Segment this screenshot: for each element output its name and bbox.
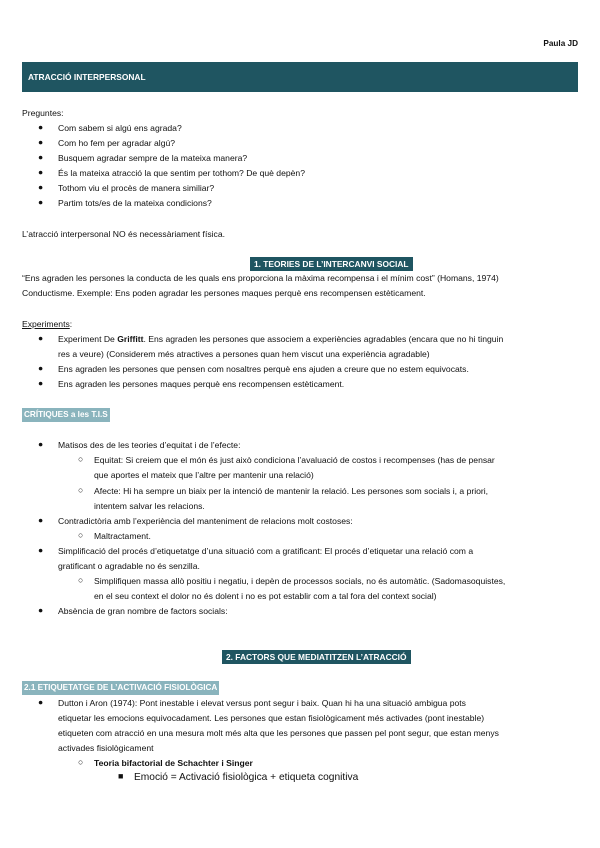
preguntes-label: Preguntes: (22, 108, 64, 118)
bullet-icon: ● (38, 605, 44, 615)
bullet-icon: ● (38, 167, 44, 177)
question-item: Com sabem si algú ens agrada? (58, 123, 182, 133)
experiment-line1: . Ens agraden les persones que associem a experiències agradables (encara que no hi tinguin (143, 334, 504, 344)
question-item: És la mateixa atracció la que sentim per tothom? De què depèn? (58, 168, 305, 178)
bullet-icon: ● (38, 697, 44, 707)
conductisme-line: Conductisme. Exemple: Ens poden agradar les persones maques perquè ens recompensen estèticament. (22, 288, 426, 298)
critique-item: Simplificació del procés d’etiquetatge d’una situació com a gratificant: El procés d’etiquetar una relació com a (58, 546, 474, 556)
homans-quote: “Ens agraden les persones la conducta de les quals ens proporciona la màxima recompensa i el mínim cost” (Homans, 1974) (22, 273, 499, 283)
bullet-icon: ● (38, 333, 44, 343)
bullet-icon: ● (38, 137, 44, 147)
question-item: Partim tots/es de la mateixa condicions? (58, 198, 212, 208)
critiques-heading: CRÍTIQUES a les T.I.S (22, 408, 110, 422)
critique-subitem: Afecte: Hi ha sempre un biaix per la intenció de mantenir la relació. Les persones som socials i, a priori, (94, 486, 489, 496)
document-title: ATRACCIÓ INTERPERSONAL (28, 72, 146, 82)
experiment-item: Ens agraden les persones maques perquè ens recompensen estèticament. (58, 379, 345, 389)
critique-item: Matisos des de les teories d’equitat i de l’efecte: (58, 440, 241, 450)
bullet-icon: ● (38, 378, 44, 388)
critique-item: Absència de gran nombre de factors socials: (58, 606, 228, 616)
square-bullet-icon: ■ (118, 771, 124, 781)
bullet-icon: ● (38, 545, 44, 555)
circle-bullet-icon: ○ (78, 454, 84, 464)
section2-heading: 2. FACTORS QUE MEDIATITZEN L’ATRACCIÓ (222, 650, 411, 664)
section1-heading: 1. TEORIES DE L’INTERCANVI SOCIAL (250, 257, 413, 271)
circle-bullet-icon: ○ (78, 485, 84, 495)
experiments-label: Experiments (22, 319, 70, 329)
bullet-icon: ● (38, 122, 44, 132)
critique-subitem-cont: que aportes el mateix que l’altre per mantenir una relació) (94, 470, 314, 480)
circle-bullet-icon: ○ (78, 575, 84, 585)
bullet-icon: ● (38, 182, 44, 192)
dutton-line: etiqueten com atracció en una mesura molt més alta que les persones que passen pel pont segur, que estan menys (58, 728, 499, 738)
bullet-icon: ● (38, 515, 44, 525)
critique-subitem: Maltractament. (94, 531, 151, 541)
critique-subitem-cont: intentem salvar les relacions. (94, 501, 205, 511)
experiments-colon: : (69, 319, 73, 329)
subsection-2-1-heading: 2.1 ETIQUETATGE DE L’ACTIVACIÓ FISIOLÒGICA (22, 681, 219, 695)
emotion-formula: Emoció = Activació fisiològica + etiqueta cognitiva (134, 772, 359, 783)
experiment-line2: res a veure) (Considerem més atractives a persones quan hem viscut una experiència agradable) (58, 349, 430, 359)
dutton-line: Dutton i Aron (1974): Pont inestable i elevat versus pont segur i baix. Quan hi ha una situació ambigua pots (58, 698, 466, 708)
bullet-icon: ● (38, 152, 44, 162)
question-item: Tothom viu el procès de manera similiar? (58, 183, 215, 193)
schachter-theory: Teoria bifactorial de Schachter i Singer (94, 758, 253, 768)
griffitt-name: Griffitt (117, 334, 144, 344)
experiment-item: Ens agraden les persones que pensen com nosaltres perquè ens ajuden a creure que no estem equivocats. (58, 364, 469, 374)
circle-bullet-icon: ○ (78, 530, 84, 540)
dutton-line: etiquetar les emocions equivocadament. Les persones que estan fisiològicament més activades (pont inestable) (58, 713, 485, 723)
question-item: Com ho fem per agradar algú? (58, 138, 176, 148)
critique-item: Contradictòria amb l’experiència del manteniment de relacions molt costoses: (58, 516, 353, 526)
intro-note: L’atracció interpersonal NO és necessàriament física. (22, 229, 226, 239)
bullet-icon: ● (38, 197, 44, 207)
experiments-heading (22, 318, 578, 331)
critique-subitem: Simplifiquen massa allò positiu i negatiu, i depèn de processos socials, no és automàtic. (Sadomasoquistes, (94, 576, 506, 586)
document-title-bar (22, 62, 578, 92)
bullet-icon: ● (38, 439, 44, 449)
experiment-lead: Experiment De (58, 334, 118, 344)
bullet-icon: ● (38, 363, 44, 373)
circle-bullet-icon: ○ (78, 757, 84, 767)
critique-item-cont: gratificant o agradable no és senzilla. (58, 561, 200, 571)
dutton-line: activades fisiològicament (58, 743, 154, 753)
critique-subitem: Equitat: Si creiem que el món és just això condiciona l’avaluació de costos i recompenses (has de pensar (94, 455, 495, 465)
critique-subitem-cont: en el seu context el dolor no és dolent i no es pot establir com a tal fora del context social) (94, 591, 437, 601)
author-name: Paula JD (543, 39, 578, 48)
experiment-item (58, 333, 578, 346)
question-item: Busquem agradar sempre de la mateixa manera? (58, 153, 248, 163)
